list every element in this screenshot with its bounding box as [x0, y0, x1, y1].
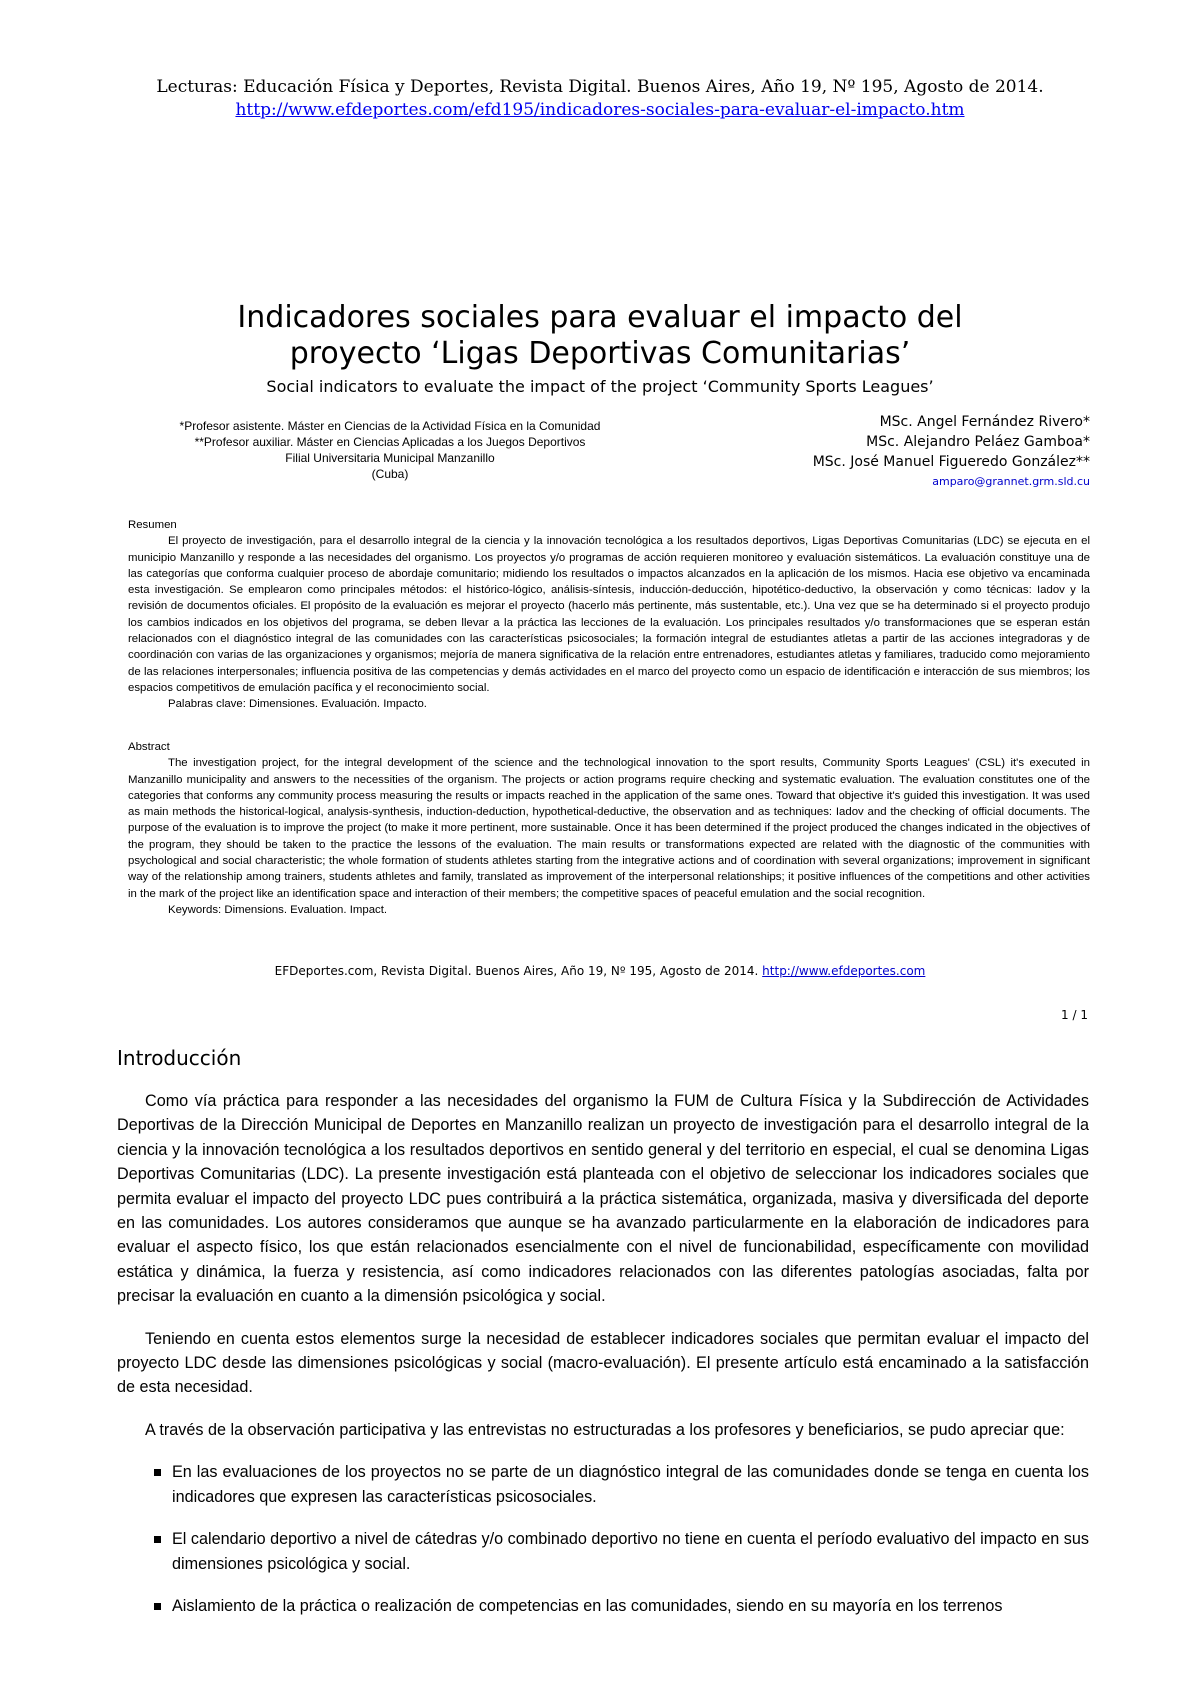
bullet-icon — [154, 1536, 161, 1543]
introduction-heading: Introducción — [117, 1046, 242, 1070]
resumen-text: El proyecto de investigación, para el desarrollo integral de la ciencia y la innovación tecnológica a los resultados deportivos, Ligas Deportivas Comunitarias (LDC) se ejecuta en el municipio Manzanillo y responde a las necesidades del organismo. Los proyectos y/o programas de acción requieren monitoreo y evaluación sistemáticos. La evaluación constituye una de las categorías que conforma cualquier proceso de abordaje comunitario; midiendo los resultados o impactos alcanzados en la aplicación de los mismos. Hacia ese objetivo va encaminada esta investigación. Se emplearon como principales métodos: el histórico-lógico, análisis-síntesis, inducción-deducción, hipotético-deductivo, la observación y como técnicas: Iadov y la revisión de documentos oficiales. El propósito de la evaluación es mejorar el proyecto (hacerlo más pertinente, más sustentable, etc.). Una vez que se ha determinado si el proyecto produjo los cambios indicados en los objetivos del programa, se deben llevar a la práctica las lecciones de la evaluación. Los principales resultados y/o transformaciones que se esperan están relacionados con el diagnóstico integral de las comunidades con las características psicosociales; la formación integral de estudiantes atletas a partir de las acciones integradoras y de coordinación con varias de las organizaciones y organismos; mejoría de manera significativa de la relación entre entrenadores, estudiantes atletas y familiares, traducido como mejoramiento de las relaciones interpersonales; influencia positiva de las competencias y demás actividades en el marco del proyecto como un espacio de identificación e interacción de sus miembros; los espacios competitivos de emulación pacífica y el reconocimiento social. — [128, 535, 1090, 694]
list-item-text: El calendario deportivo a nivel de cátedras y/o combinado deportivo no tiene en cuenta el período evaluativo del impacto en sus dimensiones psicológica y social. — [172, 1530, 1089, 1573]
author-name: MSc. José Manuel Figueredo González** — [812, 454, 1090, 470]
list-item — [117, 1460, 1089, 1509]
bullet-icon — [154, 1603, 161, 1610]
resumen-keywords: Palabras clave: Dimensiones. Evaluación. Impacto. — [168, 698, 427, 711]
citation-text: Lecturas: Educación Física y Deportes, Revista Digital. Buenos Aires, Año 19, Nº 195, Agosto de 2014. — [156, 77, 1044, 97]
body-paragraph: Teniendo en cuenta estos elementos surge la necesidad de establecer indicadores sociales que permitan evaluar el impacto del proyecto LDC desde las dimensiones psicológicas y social (macro-evaluación). El presente artículo está encaminado a la satisfacción de esta necesidad. — [117, 1329, 1089, 1397]
abstract-text: The investigation project, for the integral development of the science and the technological innovation to the sport results, Community Sports Leagues' (CSL) it's executed in Manzanillo municipality and answers to the necessities of the organism. The projects or action programs require checking and systematic evaluation. The evaluation constitutes one of the categories that conforms any community process measuring the results or impacts reached in the application of the same ones. Toward that objective it's guided this investigation. It was used as main methods the historical-logical, analysis-synthesis, induction-deduction, hypothetical-deductive, the observation and as techniques: Iadov and the checking of official documents. The purpose of the evaluation is to improve the project (to make it more pertinent, more sustainable. Once it has been determined if the project produced the changes indicated in the objectives of the program, they should be taken to the practice the lessons of the evaluation. The main results or transformations expected are related with the diagnostic of the communities with psychological and social characteristic; the whole formation of students athletes starting from the integrative actions and of coordination with several organizations; improvement in significant way of the relationship among trainers, students athletes and family, translated as improvement of the interpersonal relationships; it positive influences of the competitions and other activities in the mark of the project like an identification space and interaction of their members; the competitive spaces of peaceful emulation and the social recognition. — [128, 757, 1090, 900]
affiliation-line: **Profesor auxiliar. Máster en Ciencias Aplicadas a los Juegos Deportivos — [194, 435, 586, 449]
article-title — [0, 300, 1200, 372]
resumen-heading: Resumen — [128, 519, 177, 531]
page-number: 1 / 1 — [1061, 1008, 1088, 1022]
article-url-link[interactable]: http://www.efdeportes.com/efd195/indicadores-sociales-para-evaluar-el-impacto.htm — [235, 100, 965, 120]
introduction-body — [117, 1089, 1089, 1636]
article-subtitle: Social indicators to evaluate the impact of the project ‘Community Sports Leagues’ — [266, 377, 934, 396]
affiliation-line: Filial Universitaria Municipal Manzanillo — [285, 451, 495, 465]
footer-citation-text: EFDeportes.com, Revista Digital. Buenos Aires, Año 19, Nº 195, Agosto de 2014. — [274, 964, 759, 978]
contact-email[interactable]: amparo@grannet.grm.sld.cu — [932, 475, 1090, 488]
body-paragraph: A través de la observación participativa y las entrevistas no estructuradas a los profesores y beneficiarios, se pudo apreciar que: — [145, 1420, 1065, 1439]
abstract-heading: Abstract — [128, 741, 170, 753]
findings-list — [117, 1460, 1089, 1618]
affiliation-line: *Profesor asistente. Máster en Ciencias de la Actividad Física en la Comunidad — [179, 419, 601, 433]
resumen-section — [128, 517, 1090, 713]
footer-citation — [0, 963, 1200, 979]
body-paragraph: Como vía práctica para responder a las necesidades del organismo la FUM de Cultura Física y la Subdirección de Actividades Deportivas de la Dirección Municipal de Deportes en Manzanillo realizan un proyecto de investigación para el desarrollo integral de la ciencia y la innovación tecnológica a los resultados deportivos en sentido general y del territorio en especial, el cual se denomina Ligas Deportivas Comunitarias (LDC). La presente investigación está planteada con el objetivo de seleccionar los indicadores sociales que permita evaluar el impacto del proyecto LDC pues contribuirá a la práctica sistemática, organizada, masiva y diversificada del deporte en las comunidades. Los autores consideramos que aunque se ha avanzado particularmente en la elaboración de indicadores para evaluar el aspecto físico, los que están relacionados esencialmente con el nivel de funcionabilidad, específicamente con movilidad estática y dinámica, la fuerza y resistencia, así como indicadores relacionados con las diferentes patologías asociadas, falta por precisar la evaluación en cuanto a la dimensión psicológica y social. — [117, 1092, 1089, 1306]
list-item — [117, 1594, 1089, 1618]
author-affiliations — [150, 418, 630, 482]
affiliation-line: (Cuba) — [371, 467, 409, 481]
abstract-section — [128, 739, 1090, 918]
list-item-text: En las evaluaciones de los proyectos no se parte de un diagnóstico integral de las comunidades donde se tenga en cuenta los indicadores que expresen las características psicosociales. — [172, 1463, 1089, 1506]
journal-citation — [0, 76, 1200, 122]
list-item — [117, 1527, 1089, 1576]
abstract-keywords: Keywords: Dimensions. Evaluation. Impact. — [168, 903, 388, 916]
author-list — [650, 412, 1090, 492]
list-item-text: Aislamiento de la práctica o realización de competencias en las comunidades, siendo en su mayoría en los terrenos — [172, 1596, 1003, 1615]
author-name: MSc. Alejandro Peláez Gamboa* — [866, 434, 1090, 450]
author-name: MSc. Angel Fernández Rivero* — [879, 414, 1090, 430]
title-line-2: proyecto ‘Ligas Deportivas Comunitarias’ — [289, 336, 911, 371]
footer-site-link[interactable]: http://www.efdeportes.com — [762, 964, 926, 978]
title-line-1: Indicadores sociales para evaluar el impacto del — [237, 300, 963, 335]
bullet-icon — [154, 1469, 161, 1476]
